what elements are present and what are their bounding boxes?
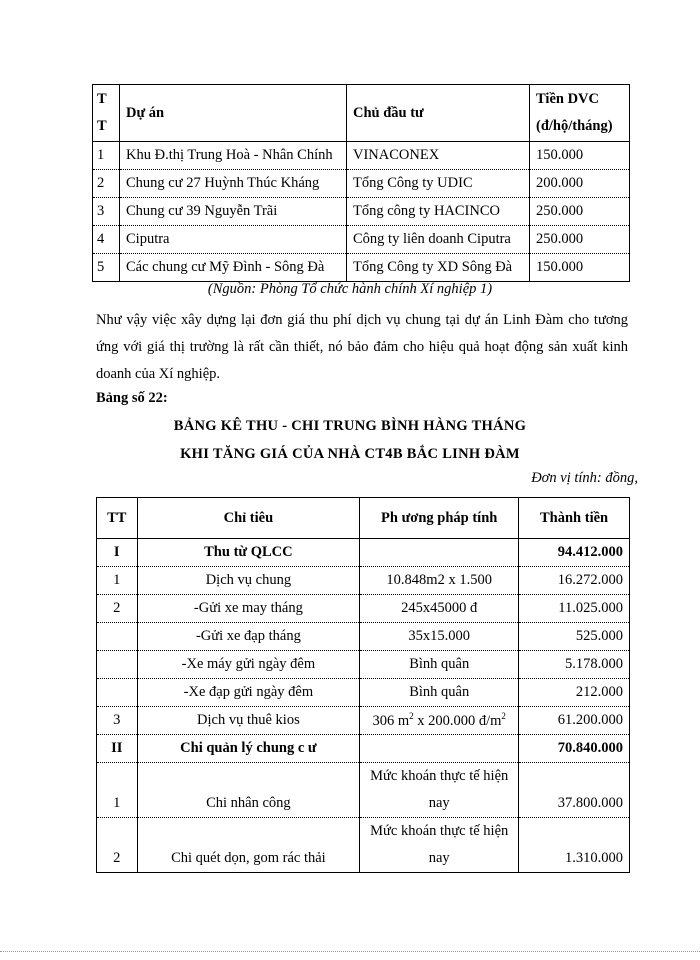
cell-owner: VINACONEX (347, 142, 530, 170)
table-row (97, 623, 630, 651)
header-tt: TT (97, 498, 138, 539)
header-fee: Tiền DVC (đ/hộ/tháng) (530, 85, 630, 142)
cell-method: 306 $m^2$ x 200.000 $đ/m^2$ (360, 707, 519, 735)
cell-project: Các chung cư Mỹ Đình - Sông Đà (120, 254, 347, 282)
cell-item: -Xe máy gửi ngày đêm (137, 651, 360, 679)
cell-method: 245x45000 đ (360, 595, 519, 623)
header-tt: T T (93, 85, 120, 142)
cell-fee: 150.000 (530, 142, 630, 170)
cell-owner: Tổng Công ty XD Sông Đà (347, 254, 530, 282)
cell-amount: 16.272.000 (519, 567, 630, 595)
header-project: Dự án (120, 85, 347, 142)
cell-project: Khu Đ.thị Trung Hoà - Nhân Chính (120, 142, 347, 170)
table-row (93, 198, 630, 226)
cell-item: -Gửi xe đạp tháng (137, 623, 360, 651)
cell-tt: 3 (97, 707, 138, 735)
cell-tt: 2 (97, 595, 138, 623)
cell-method: Mức khoán thực tế hiện nay (360, 763, 519, 818)
table-row (97, 679, 630, 707)
cell-method: Mức khoán thực tế hiện nay (360, 818, 519, 873)
cell-tt (97, 679, 138, 707)
table-row (93, 170, 630, 198)
table-header-row (97, 498, 630, 539)
cell-tt (97, 623, 138, 651)
cell-tt: 4 (93, 226, 120, 254)
table-row (97, 539, 630, 567)
cell-amount: 61.200.000 (519, 707, 630, 735)
cell-item: Dịch vụ thuê kios (137, 707, 360, 735)
table-header-row (93, 85, 630, 142)
cell-tt: 1 (97, 763, 138, 818)
cell-item: Chi nhân công (137, 763, 360, 818)
cell-tt (97, 651, 138, 679)
revenue-expense-table (96, 497, 630, 873)
cell-fee: 250.000 (530, 226, 630, 254)
cell-amount: 11.025.000 (519, 595, 630, 623)
cell-amount: 525.000 (519, 623, 630, 651)
cell-method: Bình quân (360, 651, 519, 679)
cell-item: Chi quét dọn, gom rác thải (137, 818, 360, 873)
cell-method (360, 539, 519, 567)
table-row (97, 763, 630, 818)
cell-amount: 1.310.000 (519, 818, 630, 873)
body-paragraph: Như vậy việc xây dựng lại đơn giá thu phí dịch vụ chung tại dự án Linh Đàm cho tương ứng với giá thị trường là rất cần thiết, nó bảo đảm cho hiệu quả hoạt động sản xuất kinh doanh của Xí nghiệp. (96, 312, 628, 382)
cell-method: Bình quân (360, 679, 519, 707)
table-title-line1: BẢNG KÊ THU - CHI TRUNG BÌNH HÀNG THÁNG (173, 418, 527, 434)
cell-amount: 70.840.000 (519, 735, 630, 763)
cell-tt: 5 (93, 254, 120, 282)
table-row (93, 142, 630, 170)
table-source-note: (Nguồn: Phòng Tổ chức hành chính Xí nghiệp 1) (207, 281, 493, 297)
cell-method (360, 735, 519, 763)
cell-tt: 3 (93, 198, 120, 226)
cell-owner: Công ty liên doanh Ciputra (347, 226, 530, 254)
table-row (97, 735, 630, 763)
cell-item: Thu từ QLCC (137, 539, 360, 567)
cell-owner: Tổng công ty HACINCO (347, 198, 530, 226)
cell-tt: 2 (93, 170, 120, 198)
cell-fee: 250.000 (530, 198, 630, 226)
cell-item: Chi quản lý chung c ư (137, 735, 360, 763)
table-row (93, 254, 630, 282)
table-row (97, 651, 630, 679)
cell-tt: II (97, 735, 138, 763)
cell-tt: 1 (93, 142, 120, 170)
cell-tt: 1 (97, 567, 138, 595)
table-row (97, 818, 630, 873)
cell-project: Ciputra (120, 226, 347, 254)
cell-tt: I (97, 539, 138, 567)
header-method: Ph ương pháp tính (360, 498, 519, 539)
table-title-line2: KHI TĂNG GIÁ CỦA NHÀ CT4B BẮC LINH ĐÀM (180, 446, 520, 462)
cell-project: Chung cư 27 Huỳnh Thúc Kháng (120, 170, 347, 198)
cell-method: 10.848m2 x 1.500 (360, 567, 519, 595)
header-item: Chỉ tiêu (137, 498, 360, 539)
cell-tt: 2 (97, 818, 138, 873)
cell-item: Dịch vụ chung (137, 567, 360, 595)
table-row (97, 595, 630, 623)
cell-amount: 94.412.000 (519, 539, 630, 567)
header-owner: Chủ đầu tư (347, 85, 530, 142)
page-bottom-divider (0, 951, 700, 952)
cell-method: 35x15.000 (360, 623, 519, 651)
table-row (97, 707, 630, 735)
table-label: Bảng số 22: (96, 390, 168, 406)
cell-amount: 212.000 (519, 679, 630, 707)
table-row (93, 226, 630, 254)
cell-amount: 37.800.000 (519, 763, 630, 818)
header-amount: Thành tiền (519, 498, 630, 539)
cell-fee: 200.000 (530, 170, 630, 198)
cell-item: -Xe đạp gửi ngày đêm (137, 679, 360, 707)
cell-project: Chung cư 39 Nguyễn Trãi (120, 198, 347, 226)
table-row (97, 567, 630, 595)
cell-owner: Tổng Công ty UDIC (347, 170, 530, 198)
cell-amount: 5.178.000 (519, 651, 630, 679)
cell-fee: 150.000 (530, 254, 630, 282)
cell-item: -Gửi xe may tháng (137, 595, 360, 623)
project-fee-table (92, 84, 630, 282)
unit-note: Đơn vị tính: đồng, (531, 470, 638, 486)
